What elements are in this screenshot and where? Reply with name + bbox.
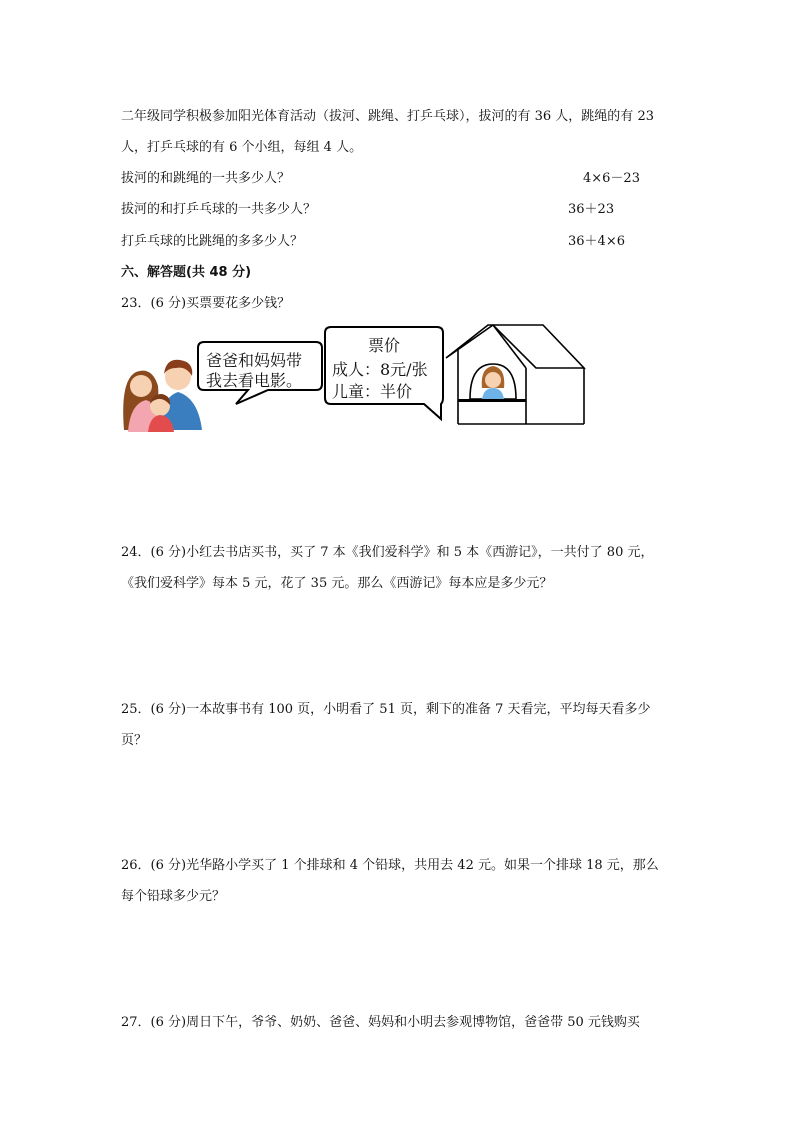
matching-expression-1: 4×6－23 xyxy=(583,171,640,186)
matching-question-1: 拔河的和跳绳的一共多少人？ xyxy=(121,171,291,186)
matching-question-3: 打乒乓球的比跳绳的多多少人？ xyxy=(121,234,304,249)
matching-expression-3: 36＋4×6 xyxy=(568,234,625,249)
q25-line-1: 25．(6 分)一本故事书有 100 页，小明看了 51 页，剩下的准备 7 天看完，平均每天看多少 xyxy=(121,702,651,717)
q25-line-2: 页？ xyxy=(121,733,148,748)
q24-line-2: 《我们爱科学》每本 5 元，花了 35 元。那么《西游记》每本应是多少元？ xyxy=(121,576,553,591)
ticket-booth-house xyxy=(446,325,584,424)
matching-expression-2: 36＋23 xyxy=(568,202,615,217)
bubble-left-line-1: 爸爸和妈妈带 xyxy=(206,351,303,370)
bubble-right-title: 票价 xyxy=(368,336,401,355)
bubble-left-line-2: 我去看电影。 xyxy=(206,371,303,390)
intro-line-1: 二年级同学积极参加阳光体育活动（拔河、跳绳、打乒乓球），拔河的有 36 人，跳绳的有 23 xyxy=(121,109,654,124)
q24-line-1: 24．(6 分)小红去书店买书，买了 7 本《我们爱科学》和 5 本《西游记》，一共付了 80 元， xyxy=(121,545,654,560)
bubble-right-line-2: 儿童：半价 xyxy=(332,382,413,401)
intro-line-2: 人，打乒乓球的有 6 个小组，每组 4 人。 xyxy=(121,140,363,155)
section-title: 六、解答题(共 48 分) xyxy=(121,265,252,280)
ticket-seller-figure xyxy=(482,366,505,399)
q26-line-1: 26．(6 分)光华路小学买了 1 个排球和 4 个铅球，共用去 42 元。如果一个排球 18 元，那么 xyxy=(121,858,659,873)
q23-text: 23．(6 分)买票要花多少钱？ xyxy=(121,296,291,311)
q27-line-1: 27．(6 分)周日下午，爷爷、奶奶、爸爸、妈妈和小明去参观博物馆，爸爸带 50 元钱购买 xyxy=(121,1015,640,1030)
family-figure xyxy=(123,360,202,432)
matching-question-2: 拔河的和打乒乓球的一共多少人？ xyxy=(121,202,317,217)
bubble-right-line-1: 成人：8元/张 xyxy=(332,360,428,379)
q26-line-2: 每个铅球多少元？ xyxy=(121,889,226,904)
